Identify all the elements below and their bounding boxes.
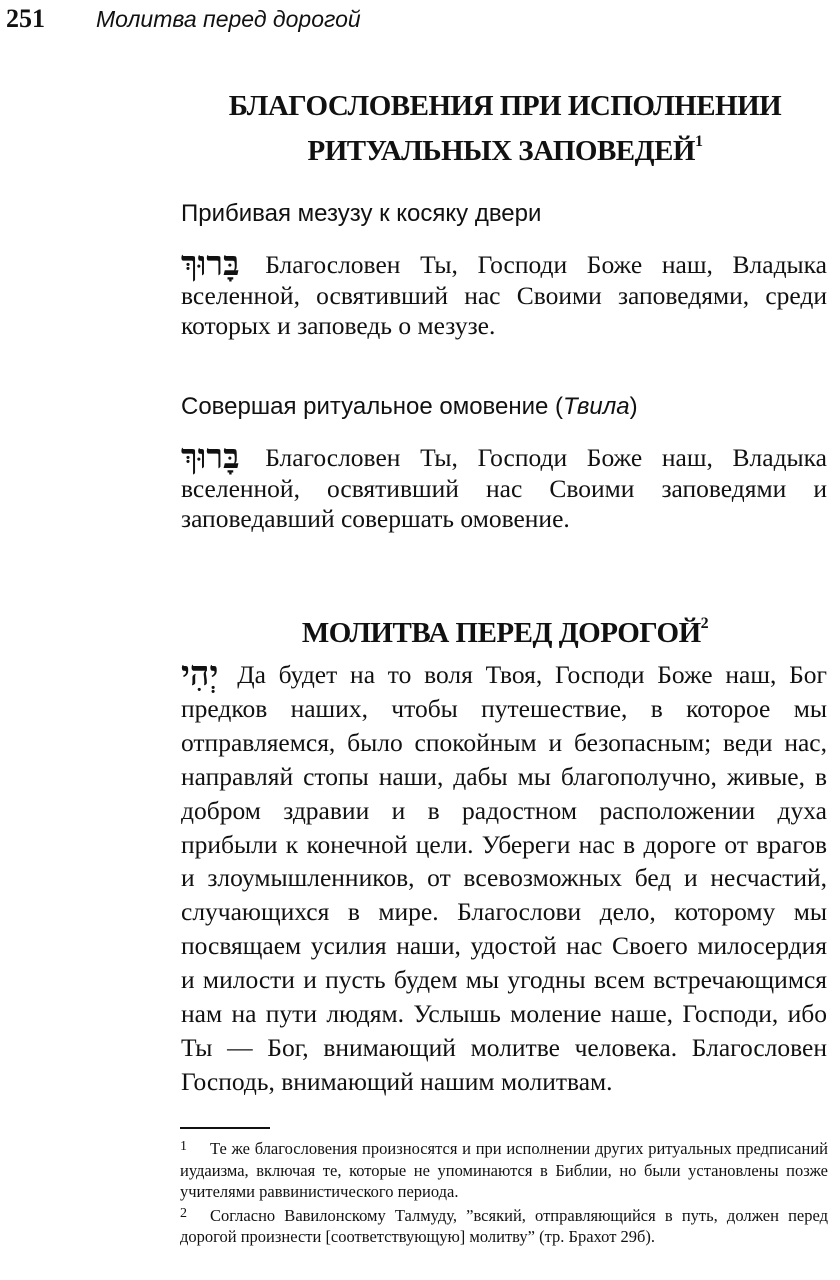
subhead-mezuzah: Прибивая мезузу к косяку двери	[181, 200, 542, 227]
subhead-tvila-suffix: )	[629, 393, 638, 420]
section-title-line-2-text: РИТУАЛЬНЫХ ЗАПОВЕДЕЙ	[307, 135, 695, 167]
footnote-number-2: 2	[180, 1205, 187, 1221]
hebrew-baruch-2: בָּרוּךְ	[181, 437, 240, 477]
footnote-1	[180, 1136, 828, 1203]
section-title-line-1: БЛАГОСЛОВЕНИЯ ПРИ ИСПОЛНЕНИИ	[228, 90, 782, 122]
section-title-line-2	[180, 124, 830, 169]
blessing-tvila	[181, 437, 828, 535]
footnote-text-1: Те же благословения произносятся и при исполнении других ритуальных предписаний иудаизма, включая те, которые не упоминаются в Библии, но были установлены позже учителями раввинистического периода.	[180, 1139, 828, 1201]
section-title-travel-text: МОЛИТВА ПЕРЕД ДОРОГОЙ	[301, 617, 701, 649]
footnote-number-1: 1	[180, 1139, 187, 1154]
subhead-tvila	[181, 393, 638, 421]
blessing-mezuzah	[181, 244, 828, 342]
subhead-tvila-prefix: Совершая ритуальное омовение (	[181, 393, 564, 420]
section-title-travel-prayer	[180, 606, 830, 651]
blessing-tvila-text: Благословен Ты, Господи Боже наш, Владыка вселенной, освятивший нас Своими заповедями и заповедавший совершать омовение.	[181, 443, 828, 533]
hebrew-baruch-1: בָּרוּךְ	[181, 244, 240, 284]
blessing-mezuzah-text: Благословен Ты, Господи Боже наш, Владыка вселенной, освятивший нас Своими заповедями, среди которых и заповедь о мезузе.	[181, 250, 828, 340]
hebrew-yehi: יְהִי	[181, 654, 219, 694]
footnote-ref-1[interactable]: 1	[695, 133, 703, 150]
running-header	[6, 4, 361, 44]
travel-prayer	[181, 654, 828, 1099]
footnotes	[180, 1136, 828, 1248]
footnote-divider	[180, 1127, 270, 1129]
running-title: Молитва перед дорогой	[96, 6, 361, 32]
page-number: 251	[6, 4, 45, 33]
footnote-text-2: Согласно Вавилонскому Талмуду, ”всякий, отправляющийся в путь, должен перед дорогой произнести [соответствующую] молитву” (тр. Брахот 29б).	[180, 1205, 828, 1246]
section-title-blessings	[180, 88, 830, 169]
subhead-tvila-italic: Твила	[563, 393, 630, 420]
footnote-2	[180, 1203, 828, 1248]
travel-prayer-text: Да будет на то воля Твоя, Господи Боже наш, Бог предков наших, чтобы путешествие, в которое мы отправляемся, было спокойным и безопасным; веди нас, направляй стопы наши, дабы мы благополучно, живые, в добром здравии и в радостном расположении духа прибыли к конечной цели. Убереги нас в дороге от врагов и злоумышленников, от всевозможных бед и несчастий, случающихся в мире. Благослови дело, которому мы посвящаем усилия наши, удостой нас Своего милосердия и милости и пусть будем мы угодны всем встречающимся нам на пути людям. Услышь моление наше, Господи, ибо Ты — Бог, внимающий молитве человека. Благословен Господь, внимающий нашим молитвам.	[181, 660, 828, 1096]
footnote-ref-2[interactable]: 2	[700, 615, 709, 632]
